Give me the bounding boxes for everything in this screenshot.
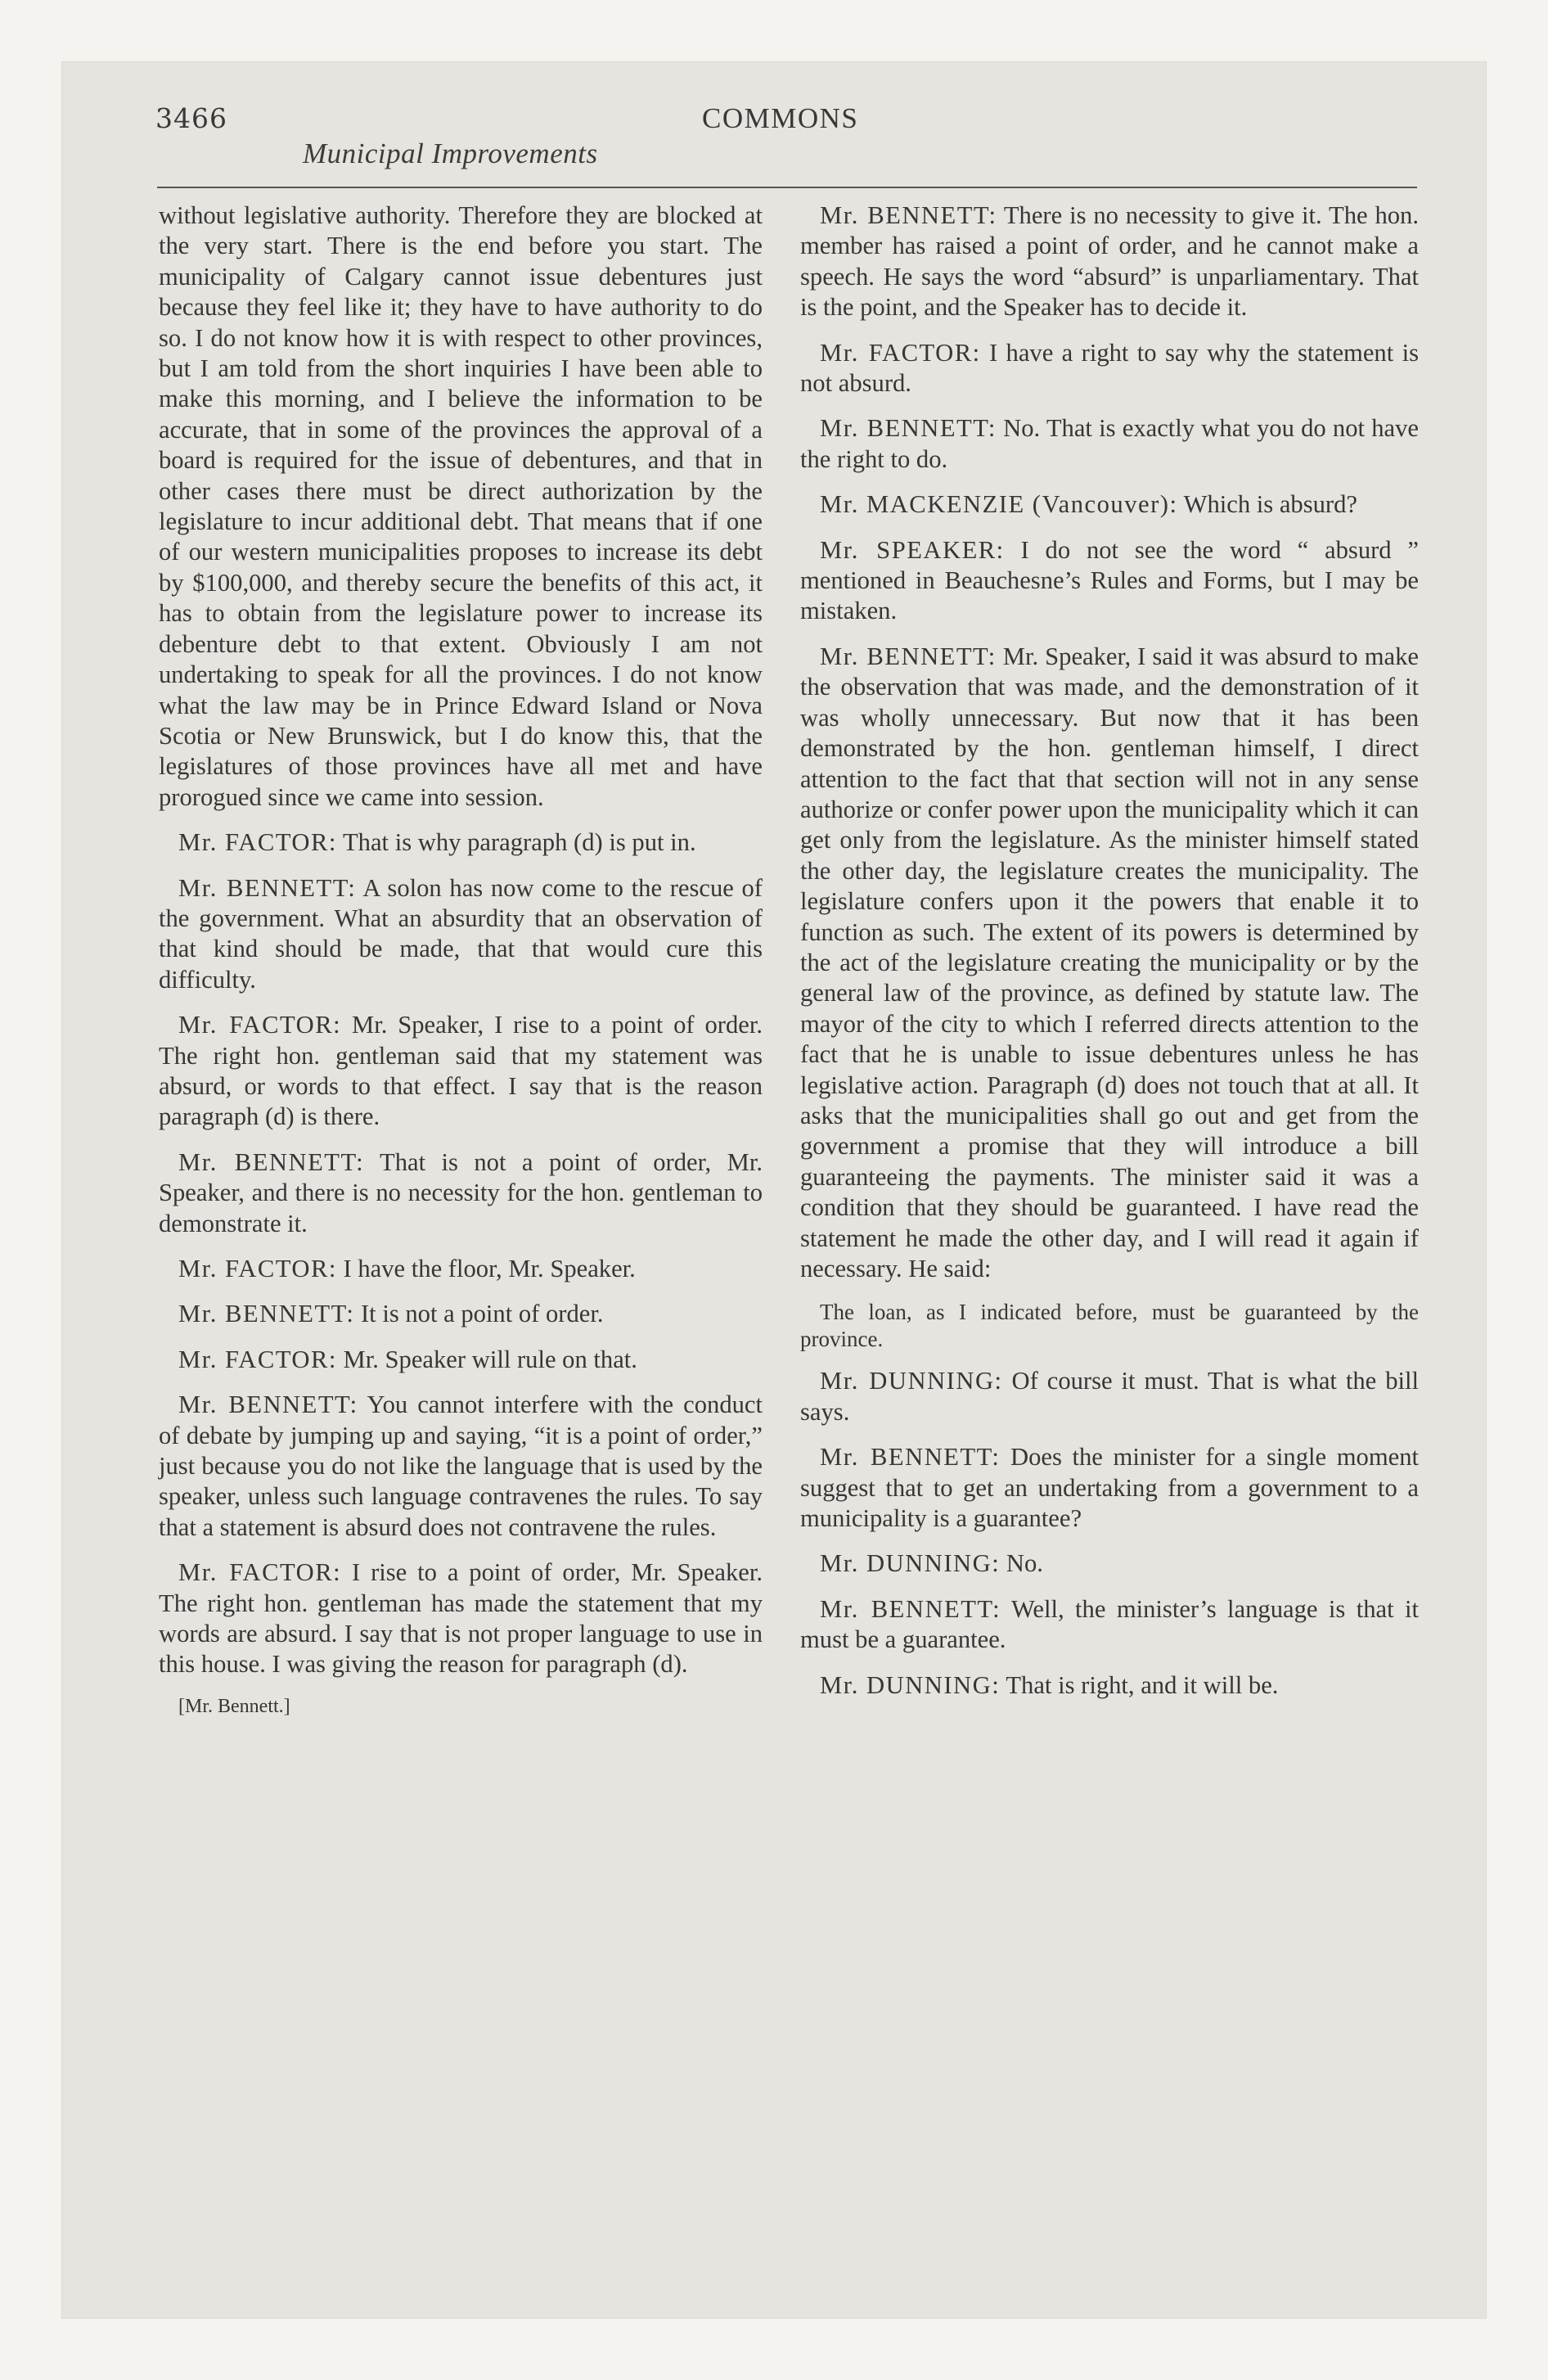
paragraph — [159, 201, 763, 813]
paragraph — [159, 873, 763, 996]
paragraph — [159, 1557, 763, 1680]
speaker-name: Mr. FACTOR: — [178, 1255, 337, 1282]
paragraph — [800, 642, 1419, 1285]
left-column — [159, 201, 763, 1718]
paragraph-text: Mr. Speaker, I said it was absurd to make the observation that was made, and the demonstration of it was wholly unnecessary. But now that it has been demonstrated by the hon. gentleman himself, I direct attention to the fact that that section will not in any sense authorize or confer power upon the municipality which it can get only from the legislature. As the minister himself stated the other day, the legislature creates the municipality. The legislature confers upon it the powers that enable it to function as such. The extent of its powers is determined by the act of the legislature creating the municipality or by the general law of the province, as defined by statute law. The mayor of the city to which I referred directs attention to the fact that he is unable to issue debentures unless he has legislative action. Paragraph (d) does not touch that at all. It asks that the municipalities shall go out and get from the government a promise that they will introduce a bill guaranteeing the payments. The minister said it was a condition that they should be guaranteed. I have read the statement he made the other day, and I will read it again if necessary. He said: — [800, 642, 1419, 1282]
speaker-name: Mr. BENNETT: — [178, 873, 357, 902]
speaker-name: Mr. FACTOR: — [178, 828, 337, 857]
paragraph — [800, 201, 1419, 323]
speaker-name: Mr. BENNETT: — [178, 1300, 355, 1328]
paragraph — [159, 1147, 763, 1239]
block-quote — [800, 1299, 1419, 1353]
speaker-name: Mr. BENNETT: — [820, 1594, 1001, 1623]
speaker-name: Mr. SPEAKER: — [820, 535, 1005, 564]
paragraph-text: That is not a point of order, Mr. Speaker, and there is no necessity for the hon. gentleman to demonstrate it. — [159, 1147, 763, 1237]
page-subtitle: Municipal Improvements — [303, 137, 598, 169]
paragraph — [800, 1366, 1419, 1427]
paragraph-text: Mr. Speaker will rule on that. — [336, 1345, 637, 1373]
speaker-name: Mr. DUNNING: — [820, 1367, 1003, 1395]
page-title: COMMONS — [702, 102, 859, 134]
paragraph-text: Well, the minister’s language is that it must be a guarantee. — [800, 1594, 1419, 1654]
paragraph-text: There is no necessity to give it. The hon. member has raised a point of order, and he cannot make a speech. He says the word “absurd” is unparliamentary. That is the point, and the Speaker has to decide it. — [800, 201, 1419, 322]
footer-note — [159, 1695, 763, 1718]
paragraph — [800, 1594, 1419, 1656]
paragraph — [159, 1345, 763, 1375]
speaker-name: Mr. BENNETT: — [820, 642, 997, 670]
paragraph — [159, 1010, 763, 1133]
right-column — [800, 201, 1419, 1715]
quote-text: The loan, as I indicated before, must be guaranteed by the province. — [800, 1300, 1419, 1352]
speaker-name: Mr. BENNETT: — [820, 414, 997, 443]
speaker-name: Mr. BENNETT: — [820, 201, 997, 229]
paragraph-text: A solon has now come to the rescue of the government. What an absurdity that an observation of that kind should be made, that that would cure this difficulty. — [159, 873, 763, 994]
header-rule — [157, 187, 1417, 188]
paragraph-text: I have a right to say why the statement is not absurd. — [800, 338, 1419, 398]
paragraph — [159, 1390, 763, 1543]
paragraph-text: Of course it must. That is what the bill says. — [800, 1367, 1419, 1426]
footer-note-text: [Mr. Bennett.] — [178, 1695, 290, 1717]
paragraph-text: Mr. Speaker, I rise to a point of order. The right hon. gentleman said that my statement was absurd, or words to that effect. I say that is the reason paragraph (d) is there. — [159, 1011, 763, 1131]
speaker-name: Mr. BENNETT: — [178, 1147, 365, 1176]
paragraph-text: Does the minister for a single moment suggest that to get an undertaking from a government to a municipality is a guarantee? — [800, 1443, 1419, 1533]
paragraph-text: No. — [1000, 1549, 1043, 1578]
paragraph — [159, 1299, 763, 1329]
paragraph — [159, 827, 763, 858]
paragraph — [800, 338, 1419, 399]
page-number: 3466 — [155, 102, 227, 134]
paragraph-text: I do not see the word “ absurd ” mentioned in Beauchesne’s Rules and Forms, but I may be mistaken. — [800, 535, 1420, 625]
paragraph — [159, 1254, 763, 1284]
paragraph-text: I rise to a point of order, Mr. Speaker. The right hon. gentleman has made the statement that my words are absurd. I say that is not proper language to use in this house. I was giving the reason for paragraph (d). — [159, 1558, 763, 1679]
speaker-name: Mr. BENNETT: — [178, 1391, 358, 1419]
speaker-name: Mr. FACTOR: — [178, 1345, 337, 1373]
paragraph-text: I have the floor, Mr. Speaker. — [336, 1255, 636, 1282]
paragraph — [800, 1548, 1419, 1579]
paragraph — [800, 489, 1419, 520]
speaker-name: Mr. DUNNING: — [820, 1670, 1001, 1699]
speaker-name: Mr. FACTOR: — [820, 338, 981, 367]
speaker-name: Mr. DUNNING: — [820, 1549, 1001, 1578]
speaker-name: Mr. FACTOR: — [178, 1011, 342, 1039]
paragraph — [800, 413, 1419, 475]
paragraph-text: without legislative authority. Therefore they are blocked at the very start. There is the end before you start. The municipality of Calgary cannot issue debentures just because they feel like it; they have to have authority to do so. I do not know how it is with respect to other provinces, but I am told from the short inquiries I have been able to make this morning, and I believe the information to be accurate, that in some of the provinces the approval of a board is required for the issue of debentures, and that in other cases there must be direct authorization by the legislature to incur additional debt. That means that if one of our western municipalities proposes to increase its debt by $100,000, and thereby secure the benefits of this act, it has to obtain from the legislature power to increase its debenture debt to that extent. Obviously I am not undertaking to speak for all the provinces. I do not know what the law may be in Prince Edward Island or Nova Scotia or New Brunswick, but I do know this, that the legislatures of those provinces have all met and have prorogued since we came into session. — [159, 201, 763, 811]
paragraph-text: You cannot interfere with the conduct of debate by jumping up and saying, “it is a point of order,” just because you do not like the language that is used by the speaker, unless such language contravenes the rules. To say that a statement is absurd does not contravene the rules. — [159, 1391, 763, 1541]
paragraph-text: It is not a point of order. — [354, 1300, 604, 1328]
speaker-name: Mr. MACKENZIE (Vancouver): — [820, 490, 1178, 519]
paragraph-text: That is right, and it will be. — [1000, 1670, 1279, 1699]
paragraph-text: That is why paragraph (d) is put in. — [336, 828, 696, 857]
speaker-name: Mr. BENNETT: — [820, 1443, 1001, 1472]
paragraph — [800, 535, 1419, 627]
paragraph — [800, 1670, 1419, 1701]
paragraph-text: Which is absurd? — [1177, 490, 1357, 519]
paragraph-text: No. That is exactly what you do not have the right to do. — [800, 414, 1420, 473]
speaker-name: Mr. FACTOR: — [178, 1558, 342, 1587]
paragraph — [800, 1442, 1419, 1534]
